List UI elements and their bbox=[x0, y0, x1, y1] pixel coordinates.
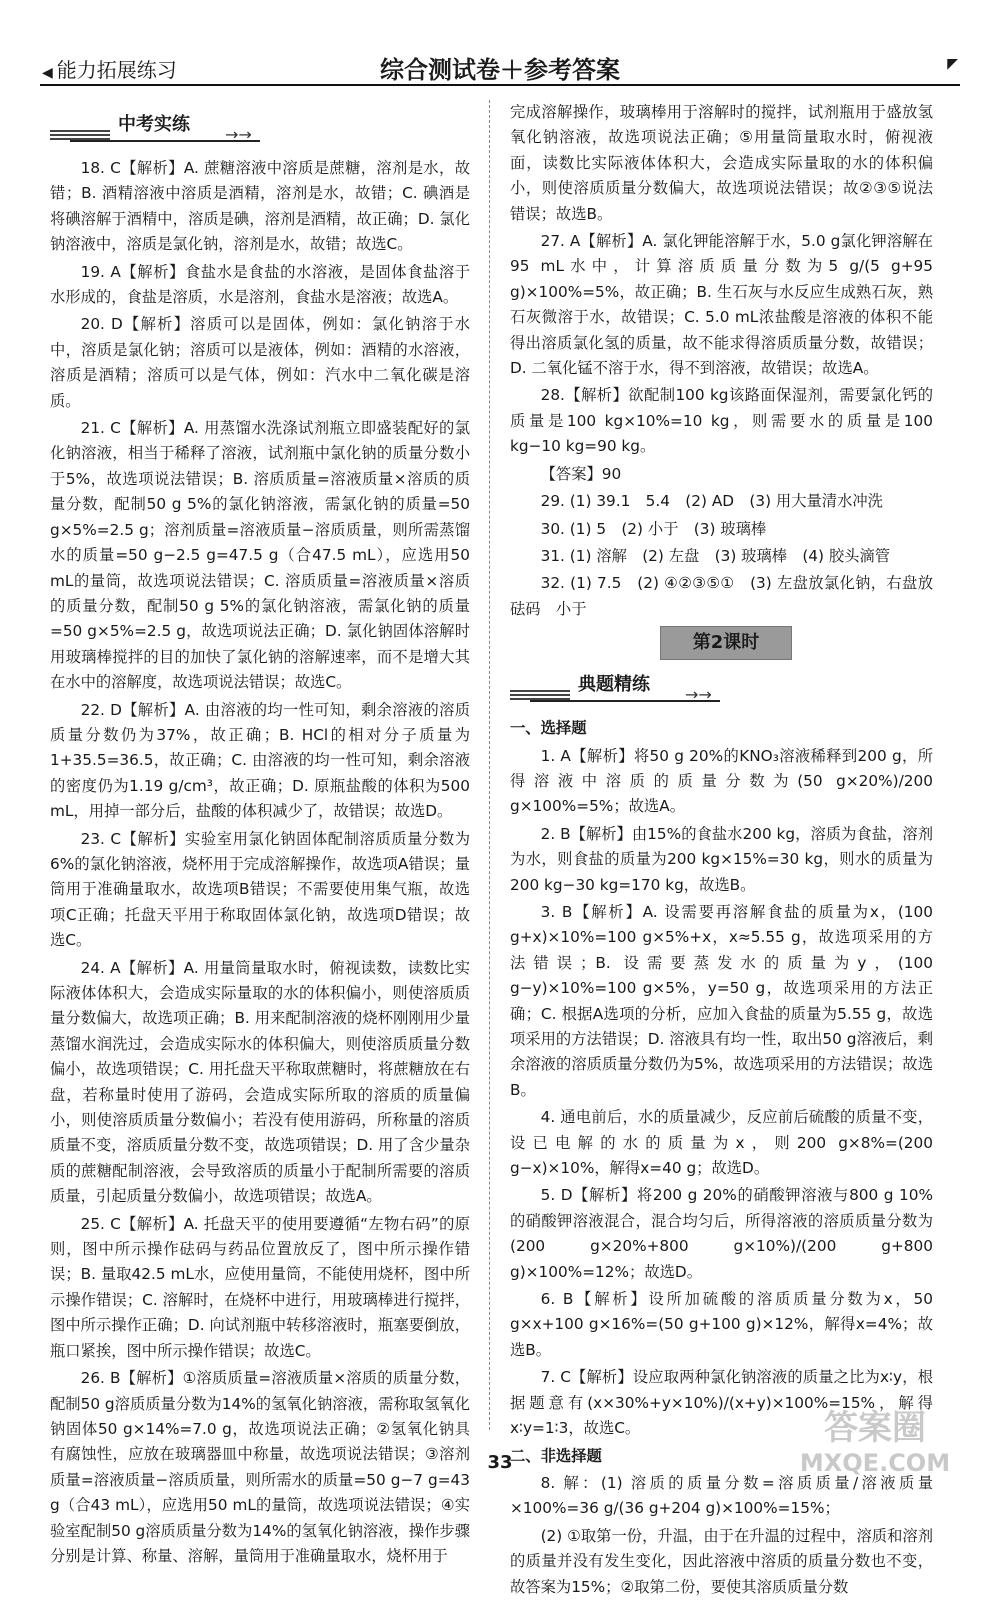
answer-paragraph: 18. C【解析】A. 蔗糖溶液中溶质是蔗糖，溶剂是水，故错；B. 酒精溶液中溶质是酒精，溶剂是水，故错；C. 碘酒是将碘溶解于酒精中，溶质是碘，溶剂是酒精，故正确；D. 氯化钠溶液中，溶质是氯化钠，溶剂是水，故错；故选C。 bbox=[50, 159, 470, 254]
answer-paragraph: 31. (1) 溶解 (2) 左盘 (3) 玻璃棒 (4) 胶头滴管 bbox=[540, 546, 891, 565]
watermark-text: 答案圈 bbox=[824, 1408, 926, 1448]
header-left-text: 能力拓展练习 bbox=[56, 58, 177, 82]
column-divider bbox=[489, 100, 490, 1430]
subheading: 二、非选择题 bbox=[510, 1446, 602, 1465]
lesson-banner: 第2课时 bbox=[660, 626, 792, 660]
answer-paragraph: 32. (1) 7.5 (2) ④②③⑤① (3) 左盘放氯化钠，右盘放砝码 小于 bbox=[510, 574, 933, 618]
subheading: 一、选择题 bbox=[510, 719, 587, 738]
answer-paragraph: 27. A【解析】A. 氯化钾能溶解于水，5.0 g氯化钾溶解在95 mL水中，计算溶质质量分数为5 g/(5 g+95 g)×100%=5%，故正确；B. 生石灰与水反应生成熟石灰，熟石灰微溶于水，故错误；C. 5.0 mL浓盐酸是溶液的体积不能得出溶质氯化氢的质量，故不能求得溶质质量分数，故错误；D. 二氧化锰不溶于水，得不到溶液，故错误；故选A。 bbox=[510, 232, 933, 378]
answer-paragraph: 【答案】90 bbox=[540, 464, 622, 483]
section-title: 中考实练 bbox=[118, 114, 190, 135]
left-column bbox=[50, 100, 470, 1571]
answer-paragraph: 29. (1) 39.1 5.4 (2) AD (3) 用大量清水冲洗 bbox=[540, 492, 883, 511]
right-column bbox=[510, 100, 933, 1602]
answer-paragraph: 20. D【解析】溶质可以是固体，例如：氯化钠溶于水中，溶质是氯化钠；溶质可以是液体，例如：酒精的水溶液，溶质是酒精；溶质可以是气体，例如：汽水中二氧化碳是溶质。 bbox=[50, 315, 470, 410]
section-heading bbox=[510, 668, 933, 706]
watermark-logo bbox=[780, 1400, 970, 1480]
decorative-bars-icon bbox=[50, 130, 110, 140]
answer-paragraph: 25. C【解析】A. 托盘天平的使用要遵循“左物右码”的原则，图中所示操作砝码与药品位置放反了，图中所示操作错误；B. 量取42.5 mL水，应使用量筒，不能使用烧杯，图中所示操作错误；C. 溶解时，在烧杯中进行，用玻璃棒进行搅拌，图中所示操作正确；D. 向试剂瓶中转移溶液时，瓶塞要倒放，瓶口紧挨，图中所示操作错误；故选C。 bbox=[50, 1214, 470, 1360]
answer-paragraph: 24. A【解析】A. 用量筒量取水时，俯视读数，读数比实际液体体积大，会造成实际量取的水的体积偏小，则使溶质质量分数偏大，故选项正确；B. 用来配制溶液的烧杯刚刚用少量蒸馏水润洗过，会造成实际水的体积偏大，则使溶质质量分数偏小，故选项错误；C. 用托盘天平称取蔗糖时，将蔗糖放在右盘，若称量时使用了游码，会造成实际所取的溶质的质量偏小，则使溶质质量分数偏小；若没有使用游码，所称量的溶质质量不变，溶质质量分数不变，故选项错误；D. 用了含少量杂质的蔗糖配制溶液，会导致溶质的质量小于配制所需要的溶质质量，引起质量分数偏小，故选项错误；故选A。 bbox=[50, 958, 470, 1206]
answer-paragraph: 完成溶解操作，玻璃棒用于溶解时的搅拌，试剂瓶用于盛放氢氧化钠溶液，故选项说法正确；⑤用量筒量取水时，俯视液面，读数比实际液体体积大，会造成实际量取的水的体积偏小，则使溶质质量分数偏大，故选项说法错误；故②③⑤说法错误；故选B。 bbox=[510, 103, 933, 223]
triangle-icon: ◀ bbox=[42, 65, 53, 81]
answer-paragraph: 22. D【解析】A. 由溶液的均一性可知，剩余溶液的溶质质量分数仍为37%，故正确；B. HCl的相对分子质量为1+35.5=36.5，故正确；C. 由溶液的均一性可知，剩余溶液的密度仍为1.19 g/cm³，故正确；D. 原瓶盐酸的体积为500 mL，用掉一部分后，盐酸的体积减少了，故错误；故选D。 bbox=[50, 700, 470, 821]
watermark-url: MXQE.COM bbox=[799, 1449, 951, 1477]
answer-paragraph: 6. B【解析】设所加硫酸的溶质质量分数为x，50 g×x+100 g×16%=(50 g+100 g)×12%，解得x=4%；故选B。 bbox=[510, 1290, 933, 1359]
answer-paragraph: 28.【解析】欲配制100 kg该路面保湿剂，需要氯化钙的质量是100 kg×10%=10 kg，则需要水的质量是100 kg−10 kg=90 kg。 bbox=[510, 386, 933, 456]
answer-paragraph: 2. B【解析】由15%的食盐水200 kg，溶质为食盐，溶剂为水，则食盐的质量为200 kg×15%=30 kg，则水的质量为200 kg−30 kg=170 kg，故选B。 bbox=[510, 824, 933, 894]
answer-paragraph: 26. B【解析】①溶质质量=溶液质量×溶质的质量分数，配制50 g溶质质量分数为14%的氢氧化钠溶液，需称取氢氧化钠固体50 g×14%=7.0 g，故选项说法正确；②氢氧化钠具有腐蚀性，应放在玻璃器皿中称量，故选项说法错误；③溶剂质量=溶液质量−溶质质量，则所需水的质量=50 g−7 g=43 g（合43 mL），应选用50 mL的量筒，故选项说法错误；④实验室配制50 g溶质质量分数为14%的氢氧化钠溶液，操作步骤分别是计算、称量、溶解，量筒用于准确量取水，烧杯用于 bbox=[50, 1369, 470, 1565]
answer-paragraph: 30. (1) 5 (2) 小于 (3) 玻璃棒 bbox=[540, 519, 767, 538]
double-arrow-icon: →→ bbox=[685, 685, 712, 705]
answer-paragraph: 7. C【解析】设应取两种氯化钠溶液的质量之比为x∶y，根据题意有(x×30%+y×10%)/(x+y)×100%=15%，解得x∶y=1∶3，故选C。 bbox=[510, 1368, 933, 1438]
answer-paragraph: 21. C【解析】A. 用蒸馏水洗涤试剂瓶立即盛装配好的氯化钠溶液，相当于稀释了溶液，试剂瓶中氯化钠的质量分数小于5%，故选项说法错误；B. 溶质质量=溶液质量×溶质的质量分数，配制50 g 5%的氯化钠溶液，需氯化钠的质量=50 g×5%=2.5 g；溶剂质量=溶液质量−溶质质量，则所需蒸馏水的质量=50 g−2.5 g=47.5 g（合47.5 mL），应选用50 mL的量筒，故选项说法错误；C. 溶质质量=溶液质量×溶质的质量分数，配制50 g 5%的氯化钠溶液，需氯化钠的质量=50 g×5%=2.5 g，故选项说法正确；D. 氯化钠固体溶解时用玻璃棒搅拌的目的加快了氯化钠的溶解速率，而不是增大其在水中的溶解度，故选项说法错误；故选C。 bbox=[50, 419, 470, 692]
answer-paragraph: 1. A【解析】将50 g 20%的KNO₃溶液稀释到200 g，所得溶液中溶质的质量分数为(50 g×20%)/200 g×100%=5%；故选A。 bbox=[510, 746, 933, 816]
section-heading bbox=[50, 108, 470, 146]
page-header bbox=[40, 50, 960, 86]
answer-paragraph: 19. A【解析】食盐水是食盐的水溶液，是固体食盐溶于水形成的，食盐是溶质，水是溶剂，食盐水是溶液；故选A。 bbox=[50, 262, 470, 307]
answer-paragraph: 5. D【解析】将200 g 20%的硝酸钾溶液与800 g 10%的硝酸钾溶液混合，混合均匀后，所得溶液的溶质质量分数为(200 g×20%+800 g×10%)/(200 g+800 g)×100%=12%；故选D。 bbox=[510, 1186, 933, 1281]
header-title: 综合测试卷＋参考答案 bbox=[380, 56, 620, 84]
triangle-icon: ◤ bbox=[947, 56, 958, 72]
answer-paragraph: 8. 解：(1) 溶质的质量分数=溶质质量/溶液质量×100%=36 g/(36 g+204 g)×100%=15%； bbox=[510, 1473, 933, 1518]
double-arrow-icon: →→ bbox=[225, 125, 252, 144]
answer-paragraph: 4. 通电前后，水的质量减少，反应前后硫酸的质量不变，设已电解的水的质量为x，则200 g×8%=(200 g−x)×10%，解得x=40 g；故选D。 bbox=[510, 1108, 933, 1178]
answer-paragraph: (2) ①取第一份，升温，由于在升温的过程中，溶质和溶剂的质量并没有发生变化，因此溶液中溶质的质量分数也不变，故答案为15%；②取第二份，要使其溶质质量分数 bbox=[510, 1526, 933, 1596]
answer-paragraph: 23. C【解析】实验室用氯化钠固体配制溶质质量分数为6%的氯化钠溶液，烧杯用于完成溶解操作，故选项A错误；量筒用于准确量取水，故选项B错误；不需要使用集气瓶，故选项C正确；托盘天平用于称取固体氯化钠，故选项D错误；故选C。 bbox=[50, 829, 470, 950]
section-title: 典题精练 bbox=[578, 674, 650, 696]
decorative-bars-icon bbox=[510, 690, 570, 700]
answer-paragraph: 3. B【解析】A. 设需要再溶解食盐的质量为x，(100 g+x)×10%=100 g×5%+x，x≈5.55 g，故选项采用的方法错误；B. 设需要蒸发水的质量为y，(100 g−y)×10%=100 g×5%，y=50 g，故选项采用的方法正确；C. 根据A选项的分析，应加入食盐的质量为5.55 g，故选项采用的方法错误；D. 溶液具有均一性，取出50 g溶液后，剩余溶液的溶质质量分数仍为5%，故选项采用的方法错误；故选B。 bbox=[510, 902, 933, 1099]
page-number: 33 bbox=[487, 1452, 513, 1473]
